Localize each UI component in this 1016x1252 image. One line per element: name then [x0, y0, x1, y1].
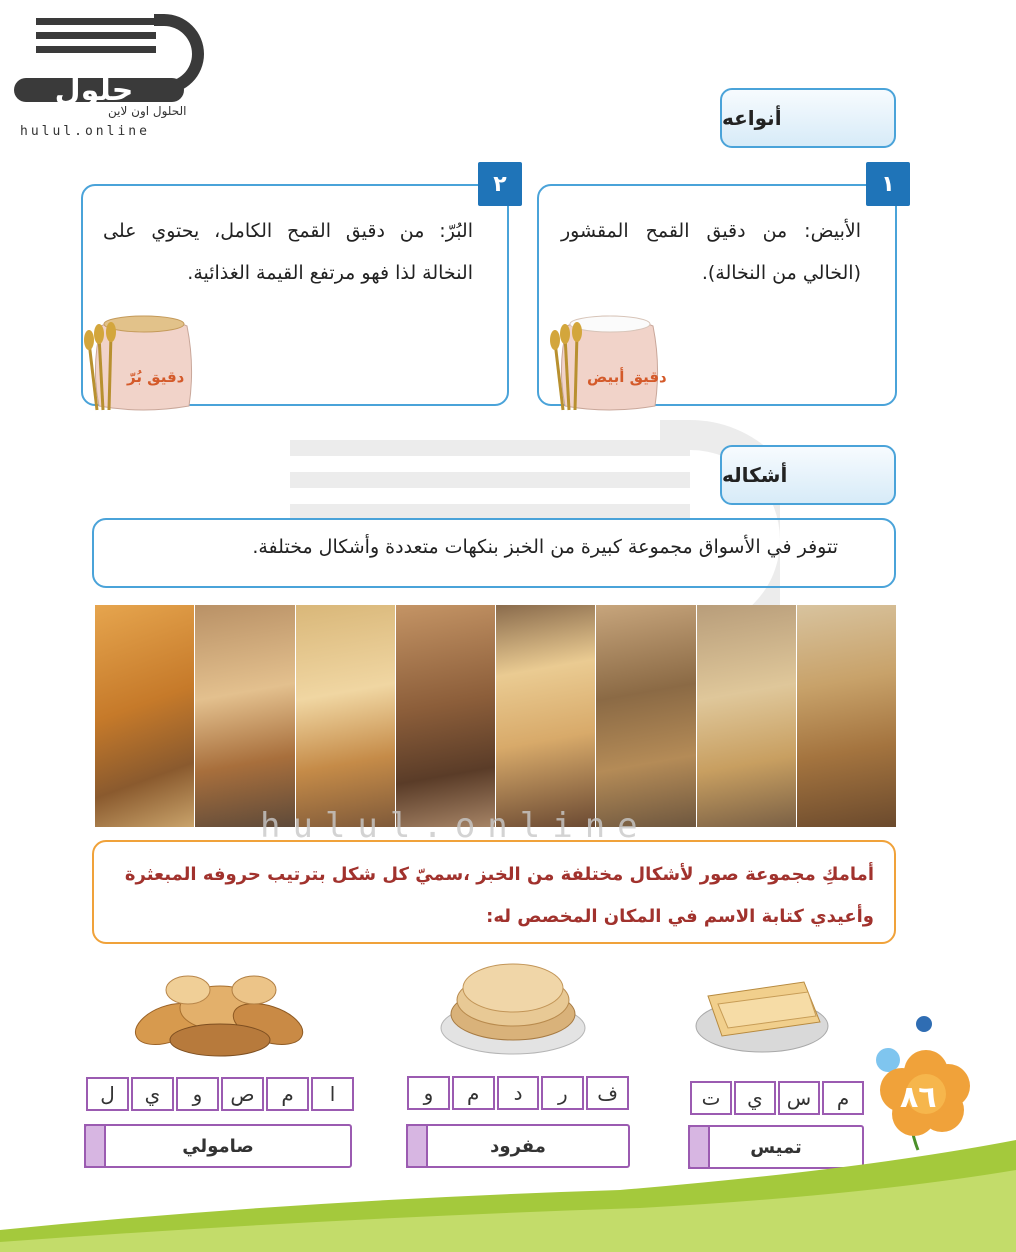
flour-bag-white-image	[549, 306, 669, 411]
flour-bag-whole-image	[83, 306, 203, 411]
answer-field-samouli[interactable]: صامولي	[84, 1124, 352, 1168]
letter-tile: م	[266, 1077, 309, 1111]
logo-arabic-main: حلول	[54, 73, 134, 108]
bread-photo-herb-bread	[697, 605, 797, 827]
bread-photo-croissant	[95, 605, 195, 827]
task-text-line1: أمامكِ مجموعة صور لأشكال مختلفة من الخبز ،سميّ كل شكل بترتيب حروفه المبعثرة	[124, 864, 874, 885]
letter-tile: و	[407, 1076, 450, 1110]
letter-tile: د	[497, 1076, 540, 1110]
logo-latin-text: hulul.online	[20, 124, 150, 139]
task-text-line2: وأعيدي كتابة الاسم في المكان المخصص له:	[486, 906, 874, 927]
scrambled-letters-tamees	[688, 1081, 864, 1119]
tamees-bread-image	[692, 970, 832, 1056]
letter-tile: ت	[690, 1081, 732, 1115]
answer-field-tamees[interactable]: تميس	[688, 1125, 864, 1169]
bread-photo-wheat	[797, 605, 897, 827]
watermark-text: hulul.online	[260, 806, 650, 846]
bread-photo-rustic	[396, 605, 496, 827]
bread-photo-pita	[496, 605, 596, 827]
letter-tile: ي	[131, 1077, 174, 1111]
type-card-whole-text: البُرّ: من دقيق القمح الكامل، يحتوي على النخالة لذا فهو مرتفع القيمة الغذائية.	[103, 220, 473, 284]
bread-photo-loaf	[195, 605, 295, 827]
task-instructions	[92, 840, 896, 944]
type-card-number-2: ٢	[478, 162, 522, 206]
type-card-white-text: الأبيض: من دقيق القمح المقشور (الخالي من النخالة).	[561, 220, 861, 284]
type-card-whole	[81, 184, 509, 406]
green-ground-decoration	[0, 1130, 1016, 1252]
scrambled-letters-samouli	[84, 1077, 354, 1115]
scrambled-letters-mafrood	[405, 1076, 629, 1114]
answer-field-mafrood[interactable]: مفرود	[406, 1124, 630, 1168]
letter-tile: م	[452, 1076, 495, 1110]
samouli-bread-image	[128, 960, 310, 1064]
shapes-intro	[92, 518, 896, 588]
letter-tile: س	[778, 1081, 820, 1115]
flour-bag-whole-label: دقيق بُرّ	[127, 368, 185, 386]
flour-bag-white-label: دقيق أبيض	[587, 368, 667, 386]
shapes-intro-text: تتوفر في الأسواق مجموعة كبيرة من الخبز بنكهات متعددة وأشكال مختلفة.	[252, 536, 838, 558]
mafrood-bread-image	[438, 950, 588, 1058]
letter-tile: م	[822, 1081, 864, 1115]
letter-tile: ف	[586, 1076, 629, 1110]
letter-tile: ل	[86, 1077, 129, 1111]
site-logo	[14, 8, 204, 143]
letter-tile: ص	[221, 1077, 264, 1111]
type-card-number-1: ١	[866, 162, 910, 206]
shapes-section-title: أشكاله	[720, 445, 896, 505]
letter-tile: ر	[541, 1076, 584, 1110]
bread-photo-strip	[95, 605, 897, 827]
logo-arabic-sub: الحلول اون لاين	[108, 104, 187, 118]
page-number: ٨٦	[900, 1080, 937, 1115]
bread-photo-bagel	[296, 605, 396, 827]
types-section-title: أنواعه	[720, 88, 896, 148]
type-card-white	[537, 184, 897, 406]
letter-tile: و	[176, 1077, 219, 1111]
letter-tile: ا	[311, 1077, 354, 1111]
letter-tile: ي	[734, 1081, 776, 1115]
bread-photo-grains	[596, 605, 696, 827]
